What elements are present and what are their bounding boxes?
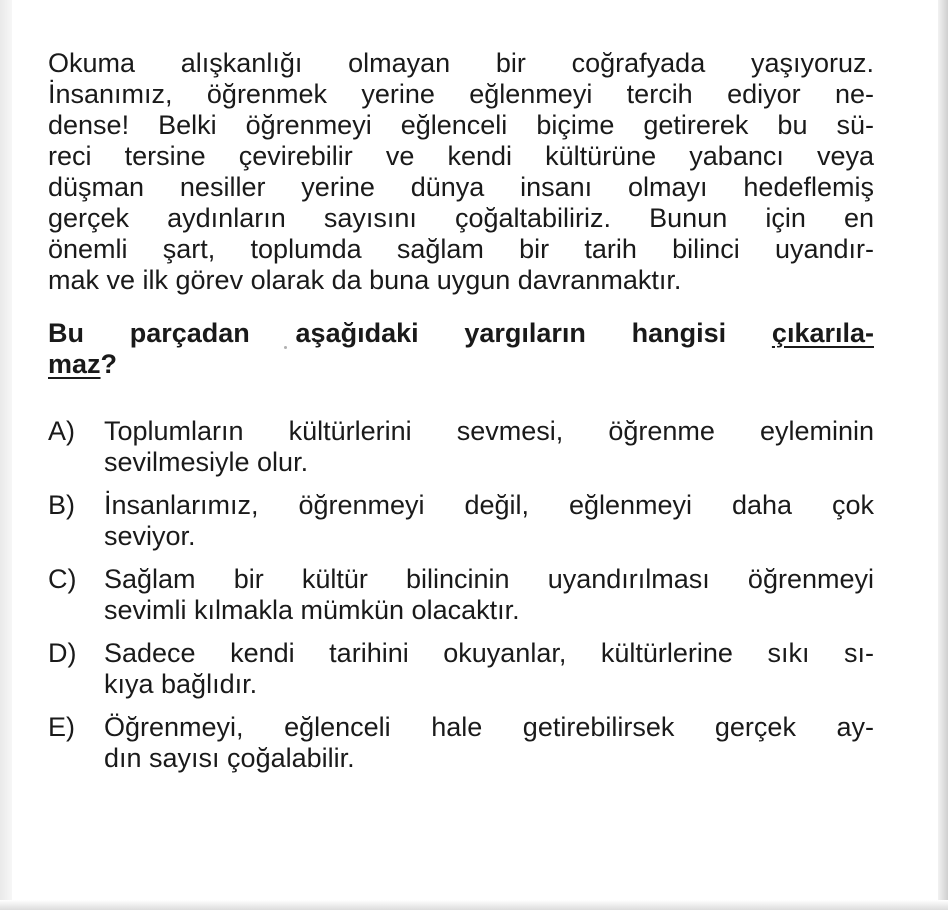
option-c[interactable] <box>48 564 874 626</box>
question-stem <box>48 318 874 380</box>
option-line: kıya bağlıdır. <box>104 669 258 699</box>
option-line: dın sayısı çoğalabilir. <box>104 743 355 773</box>
option-line: Öğrenmeyi, eğlenceli hale getirebilirsek gerçek ay- <box>104 712 874 742</box>
option-line: Sadece kendi tarihini okuyanlar, kültürlerine sıkı sı- <box>104 638 874 668</box>
option-line: İnsanlarımız, öğrenmeyi değil, eğlenmeyi daha çok <box>104 490 874 520</box>
passage-line: İnsanımız, öğrenmek yerine eğlenmeyi tercih ediyor ne- <box>48 79 874 109</box>
option-d[interactable] <box>48 638 874 700</box>
page-edge-right <box>938 0 948 910</box>
answer-options <box>48 416 874 774</box>
passage-line: mak ve ilk görev olarak da buna uygun davranmaktır. <box>48 265 682 295</box>
option-line: Toplumların kültürlerini sevmesi, öğrenme eyleminin <box>104 416 874 446</box>
option-line: sevilmesiyle olur. <box>104 447 309 477</box>
option-line: seviyor. <box>104 521 196 551</box>
question-line-2 <box>48 349 874 380</box>
option-a[interactable] <box>48 416 874 478</box>
option-b[interactable] <box>48 490 874 552</box>
passage-line: düşman nesiller yerine dünya insanı olmayı hedeflemiş <box>48 172 874 202</box>
page-edge-bottom <box>0 900 948 910</box>
passage-line: Okuma alışkanlığı olmayan bir coğrafyada yaşıyoruz. <box>48 48 874 78</box>
reading-passage <box>48 48 874 296</box>
passage-line: reci tersine çevirebilir ve kendi kültürüne yabancı veya <box>48 141 874 171</box>
option-line: sevimli kılmakla mümkün olacaktır. <box>104 595 520 625</box>
option-text <box>104 564 874 626</box>
option-letter: A) <box>48 416 75 446</box>
option-text <box>104 416 874 478</box>
option-letter: D) <box>48 638 77 668</box>
passage-line: önemli şart, toplumda sağlam bir tarih bilinci uyandır- <box>48 234 874 264</box>
passage-line: gerçek aydınların sayısını çoğaltabiliriz. Bunun için en <box>48 203 874 233</box>
option-text <box>104 712 874 774</box>
question-mark: ? <box>100 349 118 379</box>
page-edge-left <box>0 0 12 910</box>
option-line: Sağlam bir kültür bilincinin uyandırılması öğrenmeyi <box>104 564 874 594</box>
question-text: Bu parçadan aşağıdaki yargıların hangisi <box>48 318 772 348</box>
option-text <box>104 638 874 700</box>
passage-line: dense! Belki öğrenmeyi eğlenceli biçime getirerek bu sü- <box>48 110 874 140</box>
question-emphasis: maz <box>48 349 101 379</box>
question-emphasis: çıkarıla- <box>771 318 874 348</box>
option-letter: E) <box>48 712 75 742</box>
option-letter: B) <box>48 490 75 520</box>
option-letter: C) <box>48 564 77 594</box>
option-text <box>104 490 874 552</box>
option-e[interactable] <box>48 712 874 774</box>
question-line-1 <box>48 318 874 349</box>
question-card <box>48 48 874 786</box>
